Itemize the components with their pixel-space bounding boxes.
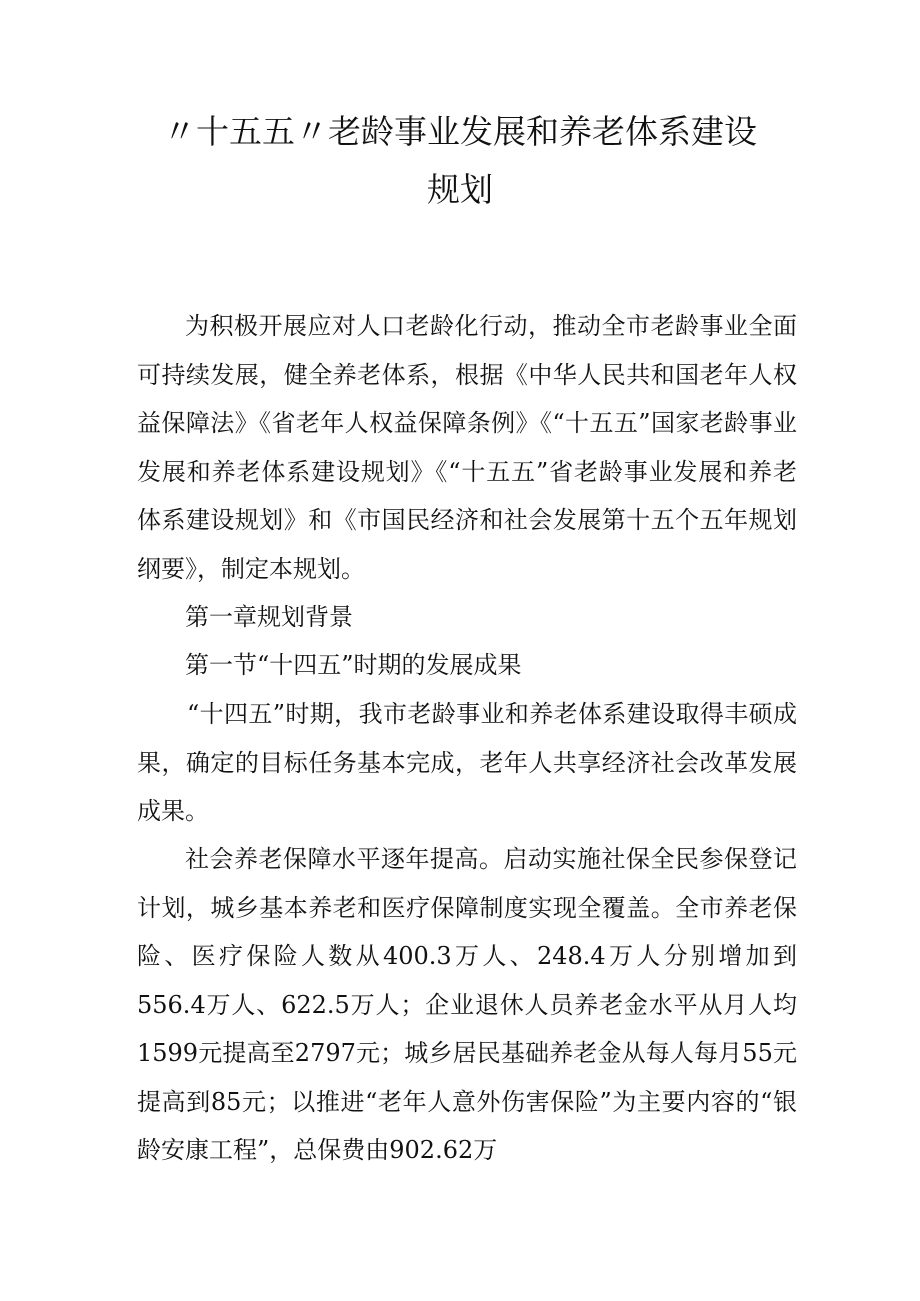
chapter-heading-text: 第一章规划背景 <box>185 603 353 631</box>
document-title-line-2: 规划 <box>427 170 493 209</box>
chapter-heading <box>137 593 797 642</box>
paragraph-social-security <box>137 835 797 1175</box>
paragraph-text: 为积极开展应对人口老龄化行动，推动全市老龄事业全面可持续发展，健全养老体系，根据《中华人民共和国老年人权益保障法》《省老年人权益保障条例》《“十五五”国家老龄事业发展和养老体系建设规划》《“十五五”省老龄事业发展和养老体系建设规划》和《市国民经济和社会发展第十五个五年规划纲要》，制定本规划。 <box>137 312 797 583</box>
section-heading <box>137 641 797 690</box>
paragraph-achievements <box>137 690 797 836</box>
section-heading-text: 第一节“十四五”时期的发展成果 <box>185 651 522 679</box>
document-title-line-1: 〃十五五〃老龄事业发展和养老体系建设 <box>163 112 757 151</box>
paragraph-text: “十四五”时期，我市老龄事业和养老体系建设取得丰硕成果，确定的目标任务基本完成，老年人共享经济社会改革发展成果。 <box>137 700 797 825</box>
paragraph-intro <box>137 302 797 593</box>
paragraph-text: 社会养老保障水平逐年提高。启动实施社保全民参保登记计划，城乡基本养老和医疗保障制度实现全覆盖。全市养老保险、医疗保险人数从400.3万人、248.4万人分别增加到556.4万人、622.5万人；企业退休人员养老金水平从月人均1599元提高至2797元；城乡居民基础养老金从每人每月55元提高到85元；以推进“老年人意外伤害保险”为主要内容的“银龄安康工程”，总保费由902.62万 <box>137 845 797 1164</box>
